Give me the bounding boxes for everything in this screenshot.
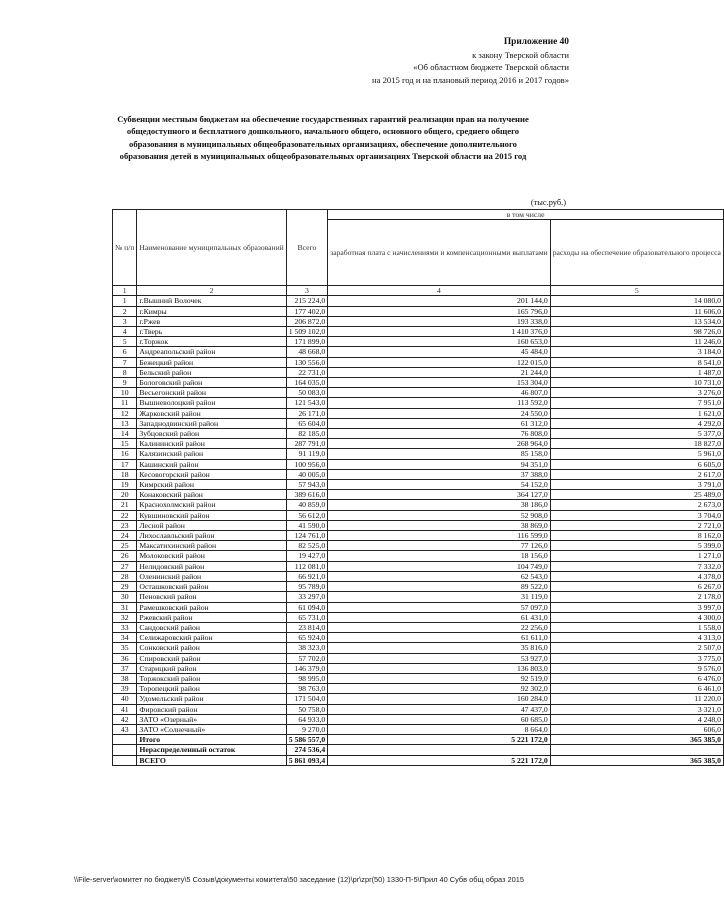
row-total: 22 731,0 <box>286 367 328 377</box>
summary-row <box>113 745 724 755</box>
table-row <box>113 602 724 612</box>
row-total: 112 081,0 <box>286 561 328 571</box>
table-summary <box>113 735 724 766</box>
row-salary <box>328 745 551 755</box>
row-name: Сонковский район <box>137 643 286 653</box>
row-expenses: 2 617,0 <box>550 469 723 479</box>
row-number: 39 <box>113 684 137 694</box>
row-total: 40 859,0 <box>286 500 328 510</box>
row-salary: 77 126,0 <box>328 541 551 551</box>
row-expenses: 2 507,0 <box>550 643 723 653</box>
col-index-1: 1 <box>113 286 137 296</box>
row-number: 30 <box>113 592 137 602</box>
row-salary: 104 749,0 <box>328 561 551 571</box>
row-expenses: 6 605,0 <box>550 459 723 469</box>
row-expenses: 5 377,0 <box>550 429 723 439</box>
table-row <box>113 327 724 337</box>
row-name: Торопецкий район <box>137 684 286 694</box>
row-salary: 165 796,0 <box>328 306 551 316</box>
row-expenses: 11 220,0 <box>550 694 723 704</box>
appendix-line-2: «Об областном бюджете Тверской области <box>413 62 569 72</box>
table-row <box>113 347 724 357</box>
table-row <box>113 439 724 449</box>
table-row <box>113 592 724 602</box>
row-total: 95 789,0 <box>286 582 328 592</box>
table-row <box>113 643 724 653</box>
table-row <box>113 398 724 408</box>
table-row <box>113 367 724 377</box>
row-expenses: 606,0 <box>550 724 723 734</box>
row-expenses: 4 292,0 <box>550 418 723 428</box>
row-expenses: 3 321,0 <box>550 704 723 714</box>
row-salary: 60 685,0 <box>328 714 551 724</box>
row-number: 5 <box>113 337 137 347</box>
table-row <box>113 490 724 500</box>
row-salary: 193 338,0 <box>328 316 551 326</box>
row-expenses: 4 248,0 <box>550 714 723 724</box>
row-expenses: 10 731,0 <box>550 378 723 388</box>
row-total: 65 924,0 <box>286 633 328 643</box>
row-salary: 18 156,0 <box>328 551 551 561</box>
row-name: Бежецкий район <box>137 357 286 367</box>
table-row <box>113 418 724 428</box>
table-row <box>113 633 724 643</box>
row-name: Лихославльский район <box>137 531 286 541</box>
row-expenses: 3 997,0 <box>550 602 723 612</box>
table-row <box>113 449 724 459</box>
table-body <box>113 296 724 735</box>
row-number: 23 <box>113 520 137 530</box>
row-name: Зубцовский район <box>137 429 286 439</box>
table-row <box>113 459 724 469</box>
row-number: 15 <box>113 439 137 449</box>
row-salary: 5 221 172,0 <box>328 755 551 765</box>
row-number <box>113 735 137 745</box>
row-number: 14 <box>113 429 137 439</box>
row-total: 33 297,0 <box>286 592 328 602</box>
row-total: 287 791,0 <box>286 439 328 449</box>
row-name: Бельский район <box>137 367 286 377</box>
header-expenses: расходы на обеспечение образовательного процесса <box>550 220 723 286</box>
row-number: 31 <box>113 602 137 612</box>
row-total: 57 943,0 <box>286 480 328 490</box>
row-salary: 89 522,0 <box>328 582 551 592</box>
row-name: Андреапольский район <box>137 347 286 357</box>
appendix-header <box>372 36 569 86</box>
row-total: 48 668,0 <box>286 347 328 357</box>
row-expenses: 6 476,0 <box>550 673 723 683</box>
row-number: 12 <box>113 408 137 418</box>
row-total: 5 861 093,4 <box>286 755 328 765</box>
row-expenses: 14 080,0 <box>550 296 723 306</box>
table-row <box>113 612 724 622</box>
row-name: Рамешковский район <box>137 602 286 612</box>
row-number: 20 <box>113 490 137 500</box>
row-total: 389 616,0 <box>286 490 328 500</box>
row-number: 9 <box>113 378 137 388</box>
row-salary: 94 351,0 <box>328 459 551 469</box>
row-name: Итого <box>137 735 286 745</box>
row-number: 40 <box>113 694 137 704</box>
row-total: 61 094,0 <box>286 602 328 612</box>
row-name: Весьегонский район <box>137 388 286 398</box>
table-row <box>113 296 724 306</box>
row-name: Конаковский район <box>137 490 286 500</box>
row-salary: 160 284,0 <box>328 694 551 704</box>
subsidy-table <box>112 209 724 766</box>
row-expenses: 1 558,0 <box>550 622 723 632</box>
row-name: Кувшиновский район <box>137 510 286 520</box>
row-name: Нераспределенный остаток <box>137 745 286 755</box>
row-number: 4 <box>113 327 137 337</box>
row-name: Ржевский район <box>137 612 286 622</box>
row-total: 9 270,0 <box>286 724 328 734</box>
row-number: 2 <box>113 306 137 316</box>
row-name: Оленинский район <box>137 571 286 581</box>
document-title: Субвенции местным бюджетам на обеспечение государственных гарантий реализации прав на получение общедоступного и бесплатного дошкольного, начального общего, основного общего, среднего общего образования в муниципальных общеобразовательных организациях, обеспечение дополнительного образования детей в муниципальных общеобразовательных организациях Тверской области на 2015 год <box>117 114 529 162</box>
row-name: Старицкий район <box>137 663 286 673</box>
row-total: 206 872,0 <box>286 316 328 326</box>
row-expenses: 2 721,0 <box>550 520 723 530</box>
row-expenses: 1 621,0 <box>550 408 723 418</box>
unit-label: (тыс.руб.) <box>530 198 566 207</box>
row-expenses: 25 489,0 <box>550 490 723 500</box>
row-total: 41 590,0 <box>286 520 328 530</box>
row-total: 124 761,0 <box>286 531 328 541</box>
header-including: в том числе <box>328 210 724 220</box>
row-total: 98 995,0 <box>286 673 328 683</box>
row-number: 33 <box>113 622 137 632</box>
row-expenses: 11 246,0 <box>550 337 723 347</box>
row-expenses: 8 162,0 <box>550 531 723 541</box>
row-expenses: 1 487,0 <box>550 367 723 377</box>
row-name: Фировский район <box>137 704 286 714</box>
table-row <box>113 408 724 418</box>
row-expenses: 2 178,0 <box>550 592 723 602</box>
row-name: Сандовский район <box>137 622 286 632</box>
row-total: 82 185,0 <box>286 429 328 439</box>
row-total: 177 402,0 <box>286 306 328 316</box>
row-name: Молоковский район <box>137 551 286 561</box>
row-total: 146 379,0 <box>286 663 328 673</box>
row-expenses: 5 399,0 <box>550 541 723 551</box>
row-salary: 46 807,0 <box>328 388 551 398</box>
row-salary: 45 484,0 <box>328 347 551 357</box>
row-number: 34 <box>113 633 137 643</box>
row-salary: 160 653,0 <box>328 337 551 347</box>
row-total: 98 763,0 <box>286 684 328 694</box>
table-row <box>113 520 724 530</box>
row-total: 171 899,0 <box>286 337 328 347</box>
row-name: г.Вышний Волочек <box>137 296 286 306</box>
row-name: Пеновский район <box>137 592 286 602</box>
summary-row <box>113 755 724 765</box>
row-number: 35 <box>113 643 137 653</box>
table-row <box>113 337 724 347</box>
row-number: 38 <box>113 673 137 683</box>
row-salary: 136 803,0 <box>328 663 551 673</box>
table-row <box>113 357 724 367</box>
row-expenses: 6 267,0 <box>550 582 723 592</box>
row-salary: 37 388,0 <box>328 469 551 479</box>
row-salary: 22 256,0 <box>328 622 551 632</box>
row-expenses: 3 276,0 <box>550 388 723 398</box>
header-salary: заработная плата с начислениями и компенсационными выплатами <box>328 220 551 286</box>
row-total: 82 525,0 <box>286 541 328 551</box>
table-row <box>113 316 724 326</box>
row-name: Удомельский район <box>137 694 286 704</box>
row-total: 23 814,0 <box>286 622 328 632</box>
row-total: 130 556,0 <box>286 357 328 367</box>
row-name: Селижаровский район <box>137 633 286 643</box>
row-salary: 113 592,0 <box>328 398 551 408</box>
row-number: 43 <box>113 724 137 734</box>
table-row <box>113 663 724 673</box>
row-name: г.Тверь <box>137 327 286 337</box>
row-salary: 61 312,0 <box>328 418 551 428</box>
table-row <box>113 714 724 724</box>
row-total: 65 604,0 <box>286 418 328 428</box>
row-expenses: 8 541,0 <box>550 357 723 367</box>
row-expenses: 98 726,0 <box>550 327 723 337</box>
row-expenses: 3 775,0 <box>550 653 723 663</box>
row-number: 29 <box>113 582 137 592</box>
table-row <box>113 306 724 316</box>
row-number: 21 <box>113 500 137 510</box>
row-name: Торжокский район <box>137 673 286 683</box>
row-number <box>113 755 137 765</box>
row-expenses: 365 385,0 <box>550 735 723 745</box>
row-expenses: 4 378,0 <box>550 571 723 581</box>
row-total: 215 224,0 <box>286 296 328 306</box>
header-total: Всего <box>286 210 328 286</box>
row-salary: 268 964,0 <box>328 439 551 449</box>
row-name: Лесной район <box>137 520 286 530</box>
row-salary: 54 152,0 <box>328 480 551 490</box>
table-row <box>113 653 724 663</box>
row-total: 171 504,0 <box>286 694 328 704</box>
row-name: ЗАТО «Озерный» <box>137 714 286 724</box>
row-number: 36 <box>113 653 137 663</box>
row-number: 16 <box>113 449 137 459</box>
row-salary: 76 808,0 <box>328 429 551 439</box>
row-name: Жарковский район <box>137 408 286 418</box>
row-total: 50 758,0 <box>286 704 328 714</box>
row-expenses <box>550 745 723 755</box>
row-number: 27 <box>113 561 137 571</box>
row-total: 65 731,0 <box>286 612 328 622</box>
header-name: Наименование муниципальных образований <box>137 210 286 286</box>
row-number: 25 <box>113 541 137 551</box>
row-number: 6 <box>113 347 137 357</box>
row-number: 19 <box>113 480 137 490</box>
row-salary: 8 664,0 <box>328 724 551 734</box>
header-number: № п/п <box>113 210 137 286</box>
row-salary: 364 127,0 <box>328 490 551 500</box>
table-row <box>113 500 724 510</box>
row-name: г.Торжок <box>137 337 286 347</box>
row-name: Осташковский район <box>137 582 286 592</box>
row-expenses: 7 332,0 <box>550 561 723 571</box>
row-name: Спировский район <box>137 653 286 663</box>
row-number: 13 <box>113 418 137 428</box>
row-expenses: 5 961,0 <box>550 449 723 459</box>
table-row <box>113 571 724 581</box>
row-salary: 61 431,0 <box>328 612 551 622</box>
table-row <box>113 561 724 571</box>
row-number: 22 <box>113 510 137 520</box>
row-total: 121 543,0 <box>286 398 328 408</box>
row-total: 38 323,0 <box>286 643 328 653</box>
row-number: 10 <box>113 388 137 398</box>
row-salary: 61 611,0 <box>328 633 551 643</box>
row-name: Краснохолмский район <box>137 500 286 510</box>
row-total: 26 171,0 <box>286 408 328 418</box>
row-total: 40 005,0 <box>286 469 328 479</box>
row-name: Калининский район <box>137 439 286 449</box>
row-name: Западнодвинский район <box>137 418 286 428</box>
row-total: 5 586 557,0 <box>286 735 328 745</box>
row-number: 42 <box>113 714 137 724</box>
row-number <box>113 745 137 755</box>
row-name: Максатихинский район <box>137 541 286 551</box>
row-salary: 38 186,0 <box>328 500 551 510</box>
row-salary: 5 221 172,0 <box>328 735 551 745</box>
appendix-line-1: к закону Тверской области <box>472 49 569 60</box>
table-row <box>113 510 724 520</box>
table-row <box>113 582 724 592</box>
row-name: ЗАТО «Солнечный» <box>137 724 286 734</box>
table-row <box>113 469 724 479</box>
row-expenses: 6 461,0 <box>550 684 723 694</box>
col-index-5: 5 <box>550 286 723 296</box>
table-row <box>113 704 724 714</box>
row-number: 8 <box>113 367 137 377</box>
row-total: 1 509 102,0 <box>286 327 328 337</box>
table-row <box>113 694 724 704</box>
row-salary: 57 097,0 <box>328 602 551 612</box>
row-salary: 21 244,0 <box>328 367 551 377</box>
row-salary: 153 304,0 <box>328 378 551 388</box>
row-name: Кашинский район <box>137 459 286 469</box>
row-number: 28 <box>113 571 137 581</box>
table-row <box>113 531 724 541</box>
row-salary: 62 543,0 <box>328 571 551 581</box>
row-name: г.Ржев <box>137 316 286 326</box>
col-index-3: 3 <box>286 286 328 296</box>
row-total: 56 612,0 <box>286 510 328 520</box>
row-salary: 92 519,0 <box>328 673 551 683</box>
row-expenses: 18 827,0 <box>550 439 723 449</box>
row-name: Нелидовский район <box>137 561 286 571</box>
row-total: 164 035,0 <box>286 378 328 388</box>
row-number: 3 <box>113 316 137 326</box>
row-total: 100 956,0 <box>286 459 328 469</box>
row-expenses: 4 313,0 <box>550 633 723 643</box>
row-expenses: 2 673,0 <box>550 500 723 510</box>
table-row <box>113 480 724 490</box>
col-index-4: 4 <box>328 286 551 296</box>
row-name: Кимрский район <box>137 480 286 490</box>
row-salary: 1 410 376,0 <box>328 327 551 337</box>
row-number: 18 <box>113 469 137 479</box>
row-salary: 201 144,0 <box>328 296 551 306</box>
row-expenses: 3 704,0 <box>550 510 723 520</box>
row-expenses: 13 534,0 <box>550 316 723 326</box>
table-row <box>113 551 724 561</box>
row-name: Бологовский район <box>137 378 286 388</box>
row-expenses: 9 576,0 <box>550 663 723 673</box>
summary-row <box>113 735 724 745</box>
row-total: 91 119,0 <box>286 449 328 459</box>
row-total: 50 083,0 <box>286 388 328 398</box>
row-name: Калязинский район <box>137 449 286 459</box>
row-total: 57 702,0 <box>286 653 328 663</box>
row-number: 26 <box>113 551 137 561</box>
row-salary: 47 437,0 <box>328 704 551 714</box>
row-name: Кесовогорский район <box>137 469 286 479</box>
row-number: 32 <box>113 612 137 622</box>
row-salary: 122 015,0 <box>328 357 551 367</box>
row-name: Вышневолоцкий район <box>137 398 286 408</box>
row-salary: 31 119,0 <box>328 592 551 602</box>
appendix-line-3: на 2015 год и на плановый период 2016 и 2017 годов» <box>372 74 569 85</box>
row-number: 17 <box>113 459 137 469</box>
row-salary: 35 816,0 <box>328 643 551 653</box>
table-row <box>113 724 724 734</box>
table-row <box>113 429 724 439</box>
row-expenses: 4 300,0 <box>550 612 723 622</box>
table-row <box>113 673 724 683</box>
table-row <box>113 388 724 398</box>
row-total: 64 933,0 <box>286 714 328 724</box>
row-salary: 38 869,0 <box>328 520 551 530</box>
file-path-footer: \\File-server\комитет по бюджету\5 Созыв\документы комитета\50 заседание (12)\pr\zpr(50) 1330-П-5\Прил 40 Субв общ образ 2015 <box>74 875 524 884</box>
row-number: 37 <box>113 663 137 673</box>
table-row <box>113 378 724 388</box>
row-number: 11 <box>113 398 137 408</box>
row-total: 66 921,0 <box>286 571 328 581</box>
row-expenses: 11 606,0 <box>550 306 723 316</box>
row-salary: 24 550,0 <box>328 408 551 418</box>
row-salary: 85 158,0 <box>328 449 551 459</box>
row-name: г.Кимры <box>137 306 286 316</box>
row-expenses: 1 271,0 <box>550 551 723 561</box>
row-total: 274 536,4 <box>286 745 328 755</box>
row-expenses: 3 184,0 <box>550 347 723 357</box>
row-number: 24 <box>113 531 137 541</box>
row-name: ВСЕГО <box>137 755 286 765</box>
row-salary: 92 302,0 <box>328 684 551 694</box>
row-number: 1 <box>113 296 137 306</box>
table-row <box>113 541 724 551</box>
row-salary: 52 908,0 <box>328 510 551 520</box>
row-salary: 53 927,0 <box>328 653 551 663</box>
table-row <box>113 684 724 694</box>
row-expenses: 3 791,0 <box>550 480 723 490</box>
appendix-title: Приложение 40 <box>503 37 569 47</box>
row-number: 7 <box>113 357 137 367</box>
row-total: 19 427,0 <box>286 551 328 561</box>
row-number: 41 <box>113 704 137 714</box>
col-index-2: 2 <box>137 286 286 296</box>
table-row <box>113 622 724 632</box>
row-expenses: 7 951,0 <box>550 398 723 408</box>
row-expenses: 365 385,0 <box>550 755 723 765</box>
row-salary: 116 599,0 <box>328 531 551 541</box>
